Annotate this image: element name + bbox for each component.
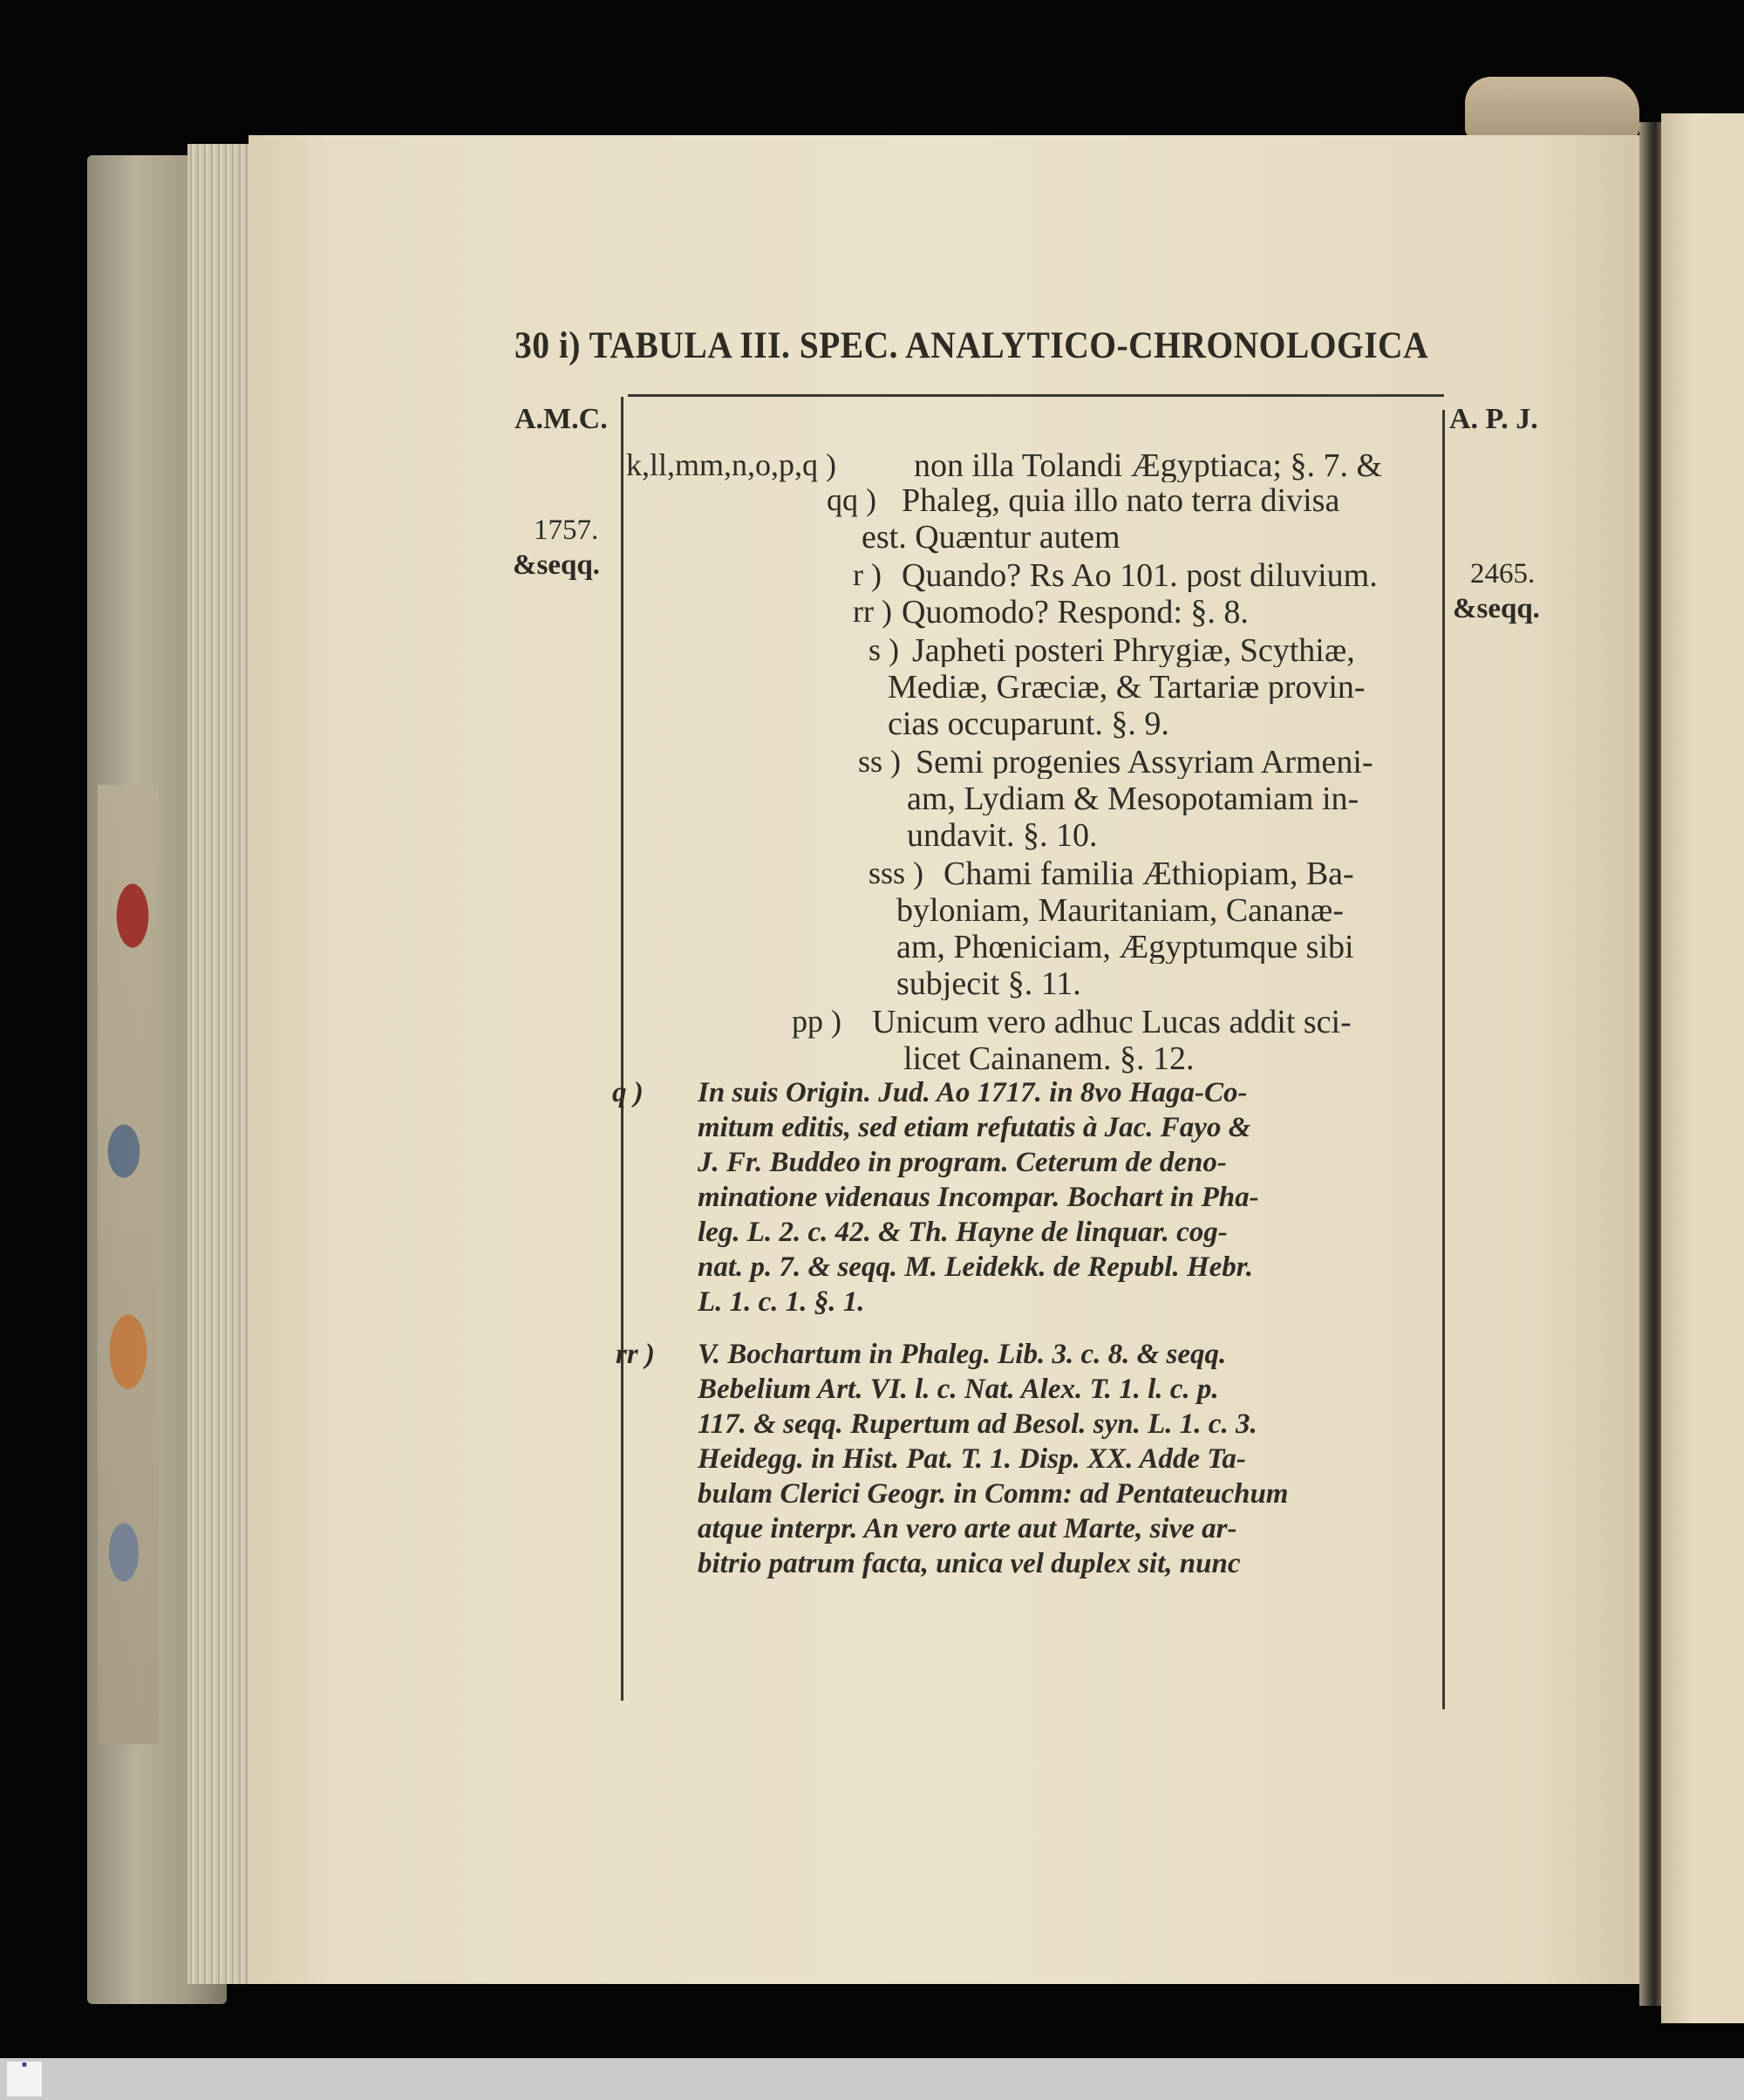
footnote-line: bulam Clerici Geogr. in Comm: ad Pentateuchum xyxy=(698,1480,1289,1509)
footnote-line: leg. L. 2. c. 42. & Th. Hayne de linquar. cog- xyxy=(698,1218,1228,1247)
table-line-label: rr ) xyxy=(853,594,892,629)
table-line-text: Japheti posteri Phrygiæ, Scythiæ, xyxy=(912,634,1355,667)
left-column-label: A.M.C. xyxy=(514,403,608,435)
library-logo-icon: ■ xyxy=(7,2062,42,2097)
right-column-label: A. P. J. xyxy=(1449,403,1538,435)
table-line-label: pp ) xyxy=(792,1004,841,1039)
right-year: 2465. xyxy=(1470,558,1536,590)
table-line-text: Mediæ, Græciæ, & Tartariæ provin- xyxy=(888,671,1366,704)
table-line-text: subjecit §. 11. xyxy=(896,967,1081,1000)
facing-page-edge xyxy=(1661,113,1744,2023)
table-line-label: sss ) xyxy=(869,856,924,890)
table-line-label: s ) xyxy=(869,632,899,667)
left-seqq: &seqq. xyxy=(513,549,600,581)
table-line-text: am, Lydiam & Mesopotamiam in- xyxy=(907,782,1359,815)
table-line-text: Phaleg, quia illo nato terra divisa xyxy=(902,484,1340,517)
page-number-mark: 30 i) xyxy=(514,325,581,366)
table-line-text: non illa Tolandi Ægyptiaca; §. 7. & xyxy=(914,449,1383,482)
table-top-rule xyxy=(628,394,1444,397)
footnote-line: J. Fr. Buddeo in program. Ceterum de deno- xyxy=(698,1149,1227,1177)
table-line-text: Semi progenies Assyriam Armeni- xyxy=(916,746,1373,779)
table-line-label: qq ) xyxy=(827,482,876,517)
footnote-label: q ) xyxy=(612,1077,644,1108)
footnote-line: In suis Origin. Jud. Ao 1717. in 8vo Haga-Co- xyxy=(698,1079,1248,1108)
footnote-line: V. Bochartum in Phaleg. Lib. 3. c. 8. & seqq. xyxy=(698,1340,1227,1369)
table-line-text: Unicum vero adhuc Lucas addit sci- xyxy=(872,1006,1352,1039)
table-right-rule xyxy=(1442,410,1445,1709)
table-line-text: licet Cainanem. §. 12. xyxy=(903,1042,1195,1075)
table-line-label: k,ll,mm,n,o,p,q ) xyxy=(626,447,836,482)
page-heading xyxy=(514,324,1428,367)
footnote-line: Bebelium Art. VI. l. c. Nat. Alex. T. 1. l. c. p. xyxy=(698,1375,1219,1404)
table-left-rule xyxy=(621,397,623,1701)
right-seqq: &seqq. xyxy=(1453,593,1540,624)
table-line-text: Quando? Rs Ao 101. post diluvium. xyxy=(902,559,1378,592)
footnote-line: mitum editis, sed etiam refutatis à Jac. Fayo & xyxy=(698,1114,1251,1142)
table-line-text: cias occuparunt. §. 9. xyxy=(888,707,1169,740)
footnote-line: L. 1. c. 1. §. 1. xyxy=(698,1288,865,1317)
footnote-line: bitrio patrum facta, unica vel duplex sit, nunc xyxy=(698,1550,1241,1578)
footnote-line: Heidegg. in Hist. Pat. T. 1. Disp. XX. Adde Ta- xyxy=(698,1445,1246,1474)
table-line-text: byloniam, Mauritaniam, Cananæ- xyxy=(896,894,1344,927)
left-year: 1757. xyxy=(534,515,599,546)
table-title: TABULA III. SPEC. ANALYTICO-CHRONOLOGICA xyxy=(589,325,1429,366)
viewer-footer-bar xyxy=(0,2058,1744,2100)
table-line-label: r ) xyxy=(853,557,882,592)
marbled-cover-pattern xyxy=(98,785,159,1744)
table-line-text: est. Quæntur autem xyxy=(862,521,1121,554)
footnote-label: rr ) xyxy=(616,1339,655,1370)
footnote-line: atque interpr. An vero arte aut Marte, sive ar- xyxy=(698,1515,1237,1544)
table-line-text: am, Phœniciam, Ægyptumque sibi xyxy=(896,931,1354,964)
torn-paper-flap xyxy=(1465,77,1639,138)
table-line-text: Quomodo? Respond: §. 8. xyxy=(902,596,1249,629)
table-line-text: Chami familia Æthiopiam, Ba- xyxy=(944,857,1354,890)
table-line-text: undavit. §. 10. xyxy=(907,819,1098,852)
footnote-line: minatione videnaus Incompar. Bochart in Pha- xyxy=(698,1183,1259,1212)
table-line-label: ss ) xyxy=(858,744,902,779)
footnote-line: 117. & seqq. Rupertum ad Besol. syn. L. 1. c. 3. xyxy=(698,1410,1257,1439)
footnote-line: nat. p. 7. & seqq. M. Leidekk. de Republ. Hebr. xyxy=(698,1253,1254,1282)
